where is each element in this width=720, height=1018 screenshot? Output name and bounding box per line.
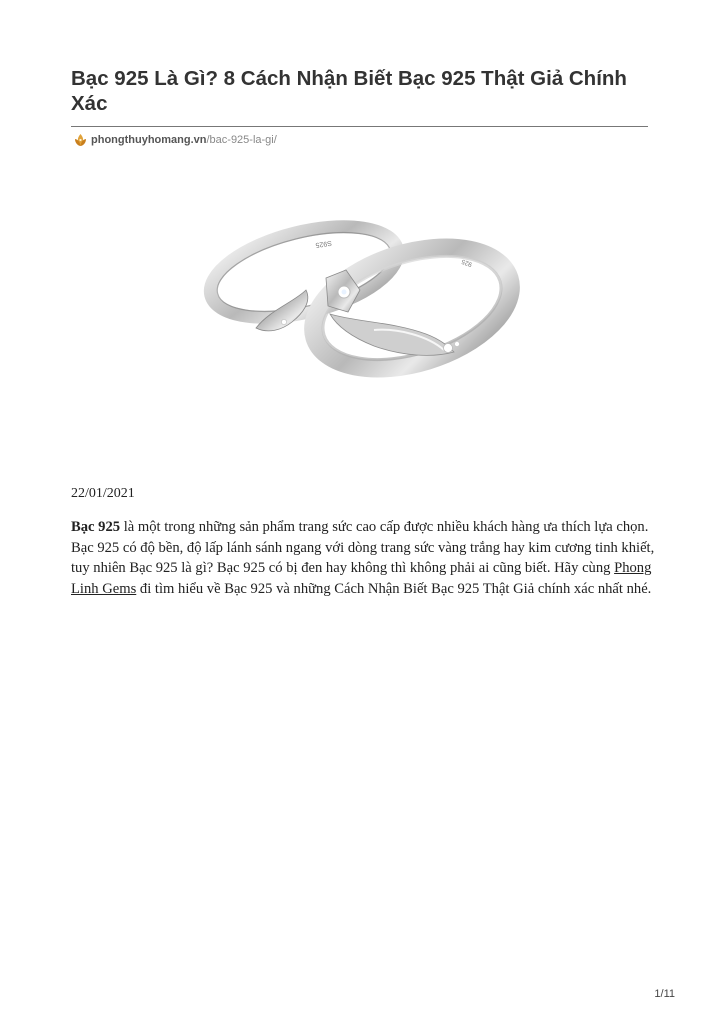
- page-indicator: 1/11: [654, 988, 675, 1000]
- phong-linh-gems-link[interactable]: Phong Linh Gems: [71, 560, 652, 597]
- lead-keyword: Bạc 925: [71, 519, 121, 535]
- paragraph-text-2: đi tìm hiểu về Bạc 925 và những Cách Nhận Biết Bạc 925 Thật Giả chính xác nhất nhé.: [136, 580, 652, 597]
- ring-engraving-right: 925: [460, 257, 474, 268]
- intro-paragraph: [71, 517, 655, 599]
- publish-date: 22/01/2021: [71, 486, 135, 501]
- title-divider: [71, 126, 648, 127]
- paragraph-text-1: là một trong những sản phẩm trang sức cao cấp được nhiều khách hàng ưa thích lựa chọn. Bạc 925 có độ bền, độ lấp lánh sánh ngang với dòng trang sức vàng trắng hay kim cương tinh khiết, tuy nhiên Bạc 925 là gì? Bạc 925 có bị đen hay không thì không phải ai cũng biết. Hãy cùng: [71, 519, 655, 576]
- source-path: /bac-925-la-gi/: [206, 134, 277, 146]
- hero-image-silver-rings: [198, 210, 530, 386]
- ring-engraving-left: S925: [315, 238, 333, 249]
- lotus-logo-icon: [74, 133, 87, 147]
- article-title: Bạc 925 Là Gì? 8 Cách Nhận Biết Bạc 925 Thật Giả Chính Xác: [71, 67, 627, 115]
- source-domain-link[interactable]: phongthuyhomang.vn: [91, 134, 207, 146]
- source-line: [74, 132, 277, 148]
